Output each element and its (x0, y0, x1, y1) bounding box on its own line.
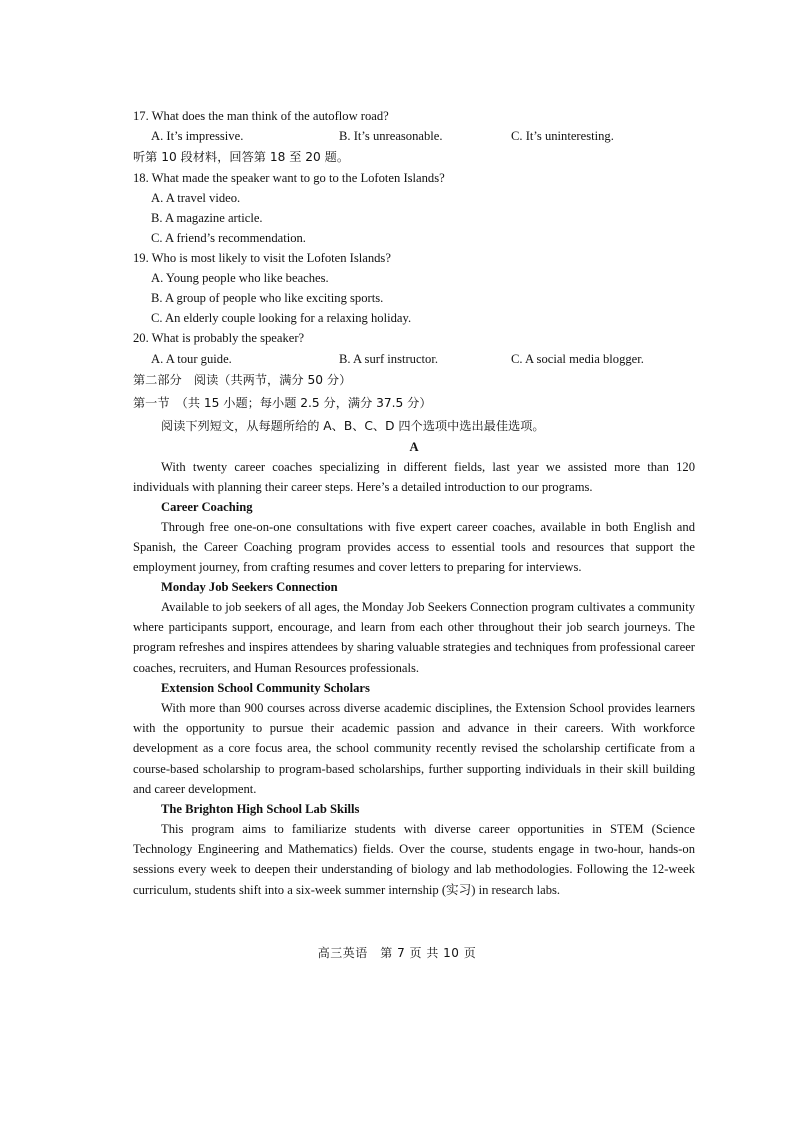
option-a: A. It’s impressive. (151, 129, 244, 143)
program-text: With more than 900 courses across diverse academic disciplines, the Extension School provides learners with the opportunity to pursue their academic passion and advance in their careers. With workforce development as a core focus area, the school community recently revised the scholarship certificate from a course-based scholarship to program-based scholarships, further supporting individuals in their skill building and career development. (133, 701, 695, 796)
program-title: Career Coaching (161, 500, 253, 514)
option-c: C. A social media blogger. (511, 352, 644, 366)
page-footer: 高三英语 第 7 页 共 10 页 (317, 946, 477, 960)
passage-intro: With twenty career coaches specializing in different fields, last year we assisted more than 120 individuals with planning their career steps. Here’s a detailed introduction to our programs. (133, 460, 695, 495)
option-a: A. Young people who like beaches. (151, 271, 329, 285)
question-17-stem: 17. What does the man think of the autoflow road? (133, 109, 389, 123)
question-20-stem: 20. What is probably the speaker? (133, 331, 305, 345)
option-b: B. A surf instructor. (339, 352, 439, 366)
section-10-instruction: 听第 10 段材料，回答第 18 至 20 题。 (133, 150, 350, 164)
reading-instruction: 阅读下列短文，从每题所给的 A、B、C、D 四个选项中选出最佳选项。 (161, 419, 545, 433)
part-2-heading: 第二部分 阅读（共两节，满分 50 分） (133, 373, 352, 387)
question-17-options (151, 126, 695, 146)
passage-label: A (409, 440, 419, 454)
option-a: A. A tour guide. (151, 352, 232, 366)
program-text: This program aims to familiarize students with diverse career opportunities in STEM (Science Technology Engineering and Mathematics) fields. Over the course, students engage in two-hour, hands-on sessions every week to deepen their understanding of biology and lab methodologies. Following the 12-week curriculum, students shift into a six-week summer internship (实习) in research labs. (133, 822, 695, 897)
program-title: The Brighton High School Lab Skills (161, 802, 360, 816)
option-c: C. It’s uninteresting. (511, 129, 614, 143)
option-a: A. A travel video. (151, 191, 241, 205)
program-title: Monday Job Seekers Connection (161, 580, 338, 594)
program-title: Extension School Community Scholars (161, 681, 370, 695)
option-b: B. It’s unreasonable. (339, 129, 443, 143)
program-text: Available to job seekers of all ages, the Monday Job Seekers Connection program cultivates a community where participants support, encourage, and learn from each other throughout their job search journeys. The program refreshes and inspires attendees by sharing valuable strategies and techniques from professional career coaches, recruiters, and Human Resources professionals. (133, 600, 695, 675)
option-b: B. A magazine article. (151, 211, 263, 225)
section-1-heading: 第一节 （共 15 小题；每小题 2.5 分，满分 37.5 分） (133, 396, 432, 410)
question-18-stem: 18. What made the speaker want to go to the Lofoten Islands? (133, 171, 445, 185)
option-c: C. An elderly couple looking for a relaxing holiday. (151, 311, 412, 325)
question-19-stem: 19. Who is most likely to visit the Lofoten Islands? (133, 251, 391, 265)
option-b: B. A group of people who like exciting sports. (151, 291, 384, 305)
option-c: C. A friend’s recommendation. (151, 231, 306, 245)
question-20-options (151, 349, 695, 369)
program-text: Through free one-on-one consultations with five expert career coaches, available in both English and Spanish, the Career Coaching program provides access to essential tools and resources that support the employment journey, from crafting resumes and cover letters to preparing for interviews. (133, 520, 695, 575)
